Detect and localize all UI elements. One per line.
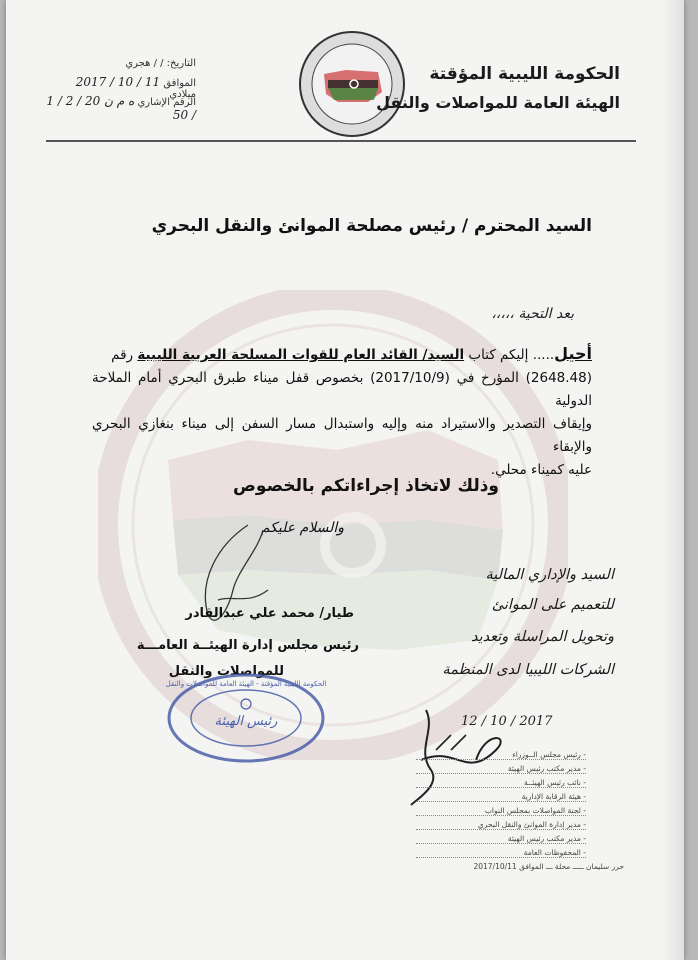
- header-divider: [46, 140, 636, 142]
- corresponding-value: 11 / 10 / 2017: [75, 75, 161, 89]
- distribution-item: - لجنة المواصلات بمجلس النواب: [416, 806, 586, 816]
- body-line1-c: رقم: [111, 347, 138, 363]
- closing-line: وذلك لاتخاذ إجراءاتكم بالخصوص: [233, 476, 499, 496]
- greeting: بعد التحية ،،،،،: [491, 306, 574, 322]
- body-line-1: [92, 342, 592, 367]
- reference-label: الرقم الإشاري: [137, 97, 196, 108]
- reference-value: ه م ن 20 / 2 / 1 / 50: [46, 94, 196, 122]
- distribution-item: - مدير مكتب رئيس الهيئة: [416, 764, 586, 774]
- distribution-item: - مدير مكتب رئيس الهيئة: [416, 834, 586, 844]
- government-name: الحكومة الليبية المؤقتة: [429, 64, 620, 84]
- date-line: [46, 58, 196, 69]
- distribution-item: - نائب رئيس الهيئــة: [416, 778, 586, 788]
- stamp-label: رئيس الهيئة: [214, 714, 278, 729]
- government-emblem: [298, 30, 406, 138]
- date-value: / / هجري: [125, 58, 164, 69]
- note-line-2: للتعميم على الموانئ: [491, 597, 614, 613]
- authority-name: الهيئة العامة للمواصلات والنقل: [376, 93, 620, 112]
- distribution-item: - هيئة الرقابة الإدارية: [416, 792, 586, 802]
- note-line-1: السيد والإداري المالية: [485, 567, 614, 583]
- body-line1-a: ..... إليكم كتاب: [464, 347, 555, 363]
- salutation: والسلام عليكم: [260, 520, 344, 536]
- footer-note: حرر سليمان ـــــ محلة ـــ الموافق 2017/10/11: [473, 862, 624, 871]
- body-lead: أحيل: [554, 344, 592, 363]
- document-page: [6, 0, 684, 960]
- signatory-title-2: للمواصلات والنقل: [168, 664, 284, 679]
- note-line-3: وتحويل المراسلة وتعديد: [471, 629, 614, 645]
- note-line-4: الشركات الليبيا لدى المنظمة: [442, 662, 614, 678]
- body-line-2: (2648.48) المؤرخ في (2017/10/9) بخصوص قفل ميناء طبرق البحري أمام الملاحة الدولية: [92, 370, 593, 409]
- body-line1-b: السيد/ القائد العام للقوات المسلحة العربية الليبية: [137, 347, 465, 363]
- distribution-item: - رئيس مجلس الــوزراء: [416, 750, 586, 760]
- corresponding-label: الموافق: [163, 78, 196, 89]
- reference-line: [46, 94, 196, 122]
- body-line-3: وإيقاف التصدير والاستيراد منه وإليه واستبدال مسار السفن إلى ميناء بنغازي البحري والإبقاء: [92, 416, 592, 455]
- stamp-ring-text: الحكومة الليبية المؤقتة - الهيئة العامة للمواصلات والنقل: [166, 680, 326, 688]
- handwritten-date: 12 / 10 / 2017: [461, 714, 553, 729]
- distribution-item: - المحفوظات العامة: [416, 848, 586, 858]
- signatory-title-1: رئيس مجلس إدارة الهيئــة العامـــة: [136, 638, 359, 653]
- body-line-4: عليه كميناء محلي.: [490, 462, 592, 478]
- date-label: التاريخ:: [166, 58, 196, 69]
- distribution-item: - مدير إدارة الموانئ والنقل البحري: [416, 820, 586, 830]
- addressee: السيد المحترم / رئيس مصلحة الموانئ والنقل البحري: [151, 216, 592, 236]
- signatory-name: طيار/ محمد علي عبدالقادر: [185, 606, 354, 621]
- letter-body: [92, 342, 592, 482]
- corresponding-suffix: ميلادي: [169, 89, 196, 100]
- official-stamp: [166, 672, 326, 764]
